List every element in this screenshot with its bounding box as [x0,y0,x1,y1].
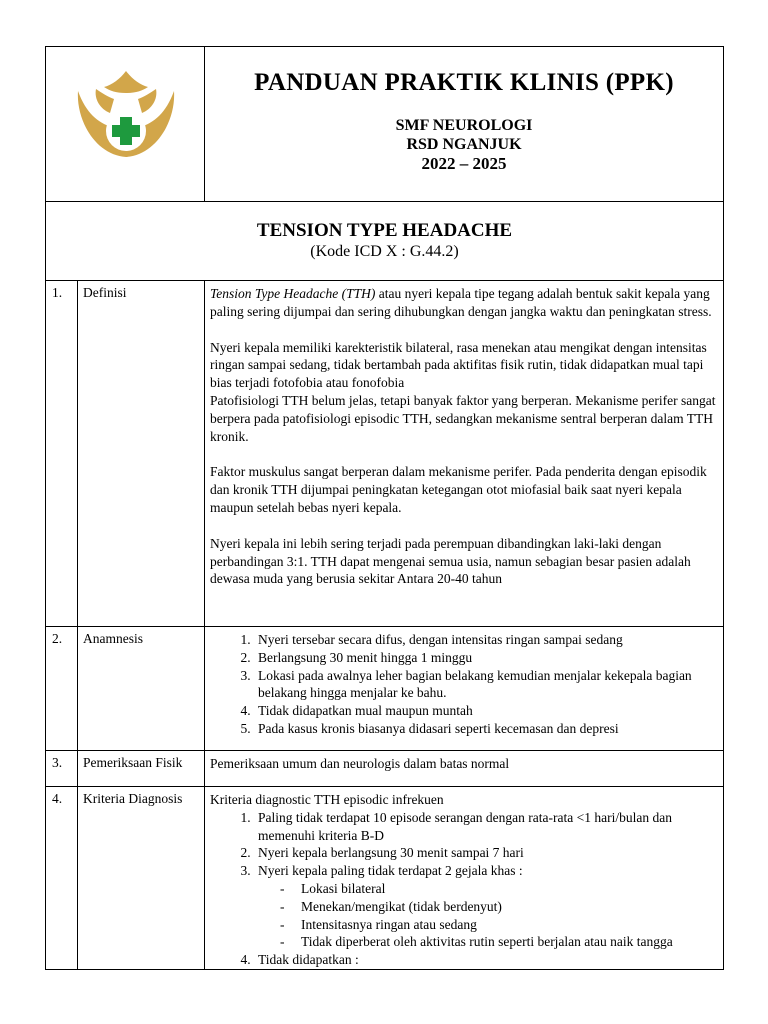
department-name: SMF NEUROLOGI [395,117,533,134]
muscle-factor-paragraph: Faktor muskulus sangat berperan dalam mekanisme perifer. Pada penderita dengan episodik dan kronik TTH dijumpai peningkatan ketegangan otot miofasial baik saat nyeri kepala maupun setelah bebas nyeri kepala. [210,464,707,515]
hospital-logo-icon [74,69,178,161]
section-content [205,627,724,751]
epidemiology-paragraph: Nyeri kepala ini lebih sering terjadi pada perempuan dibandingkan laki-laki dengan perbandingan 3:1. TTH dapat mengenai semua usia, namun sebagian besar pasien adalah dewasa muda yang berusia sekitar Antara 20-40 tahun [210,535,691,587]
section-content [205,787,724,970]
anamnesis-list [210,631,719,738]
section-content [205,281,724,627]
section-row-definisi [46,281,724,627]
characteristics-paragraph: Nyeri kepala memiliki karekteristik bilateral, rasa menekan atau mengikat dengan intensitas ringan sampai sedang, tidak bertambah pada aktifitas fisik rutin, tidak didapatkan mual tapi bias terjadi fotofobia atau fonofobia [210,339,707,391]
validity-years: 2022 – 2025 [421,154,507,173]
sublist-item: - Lokasi bilateral [280,880,719,898]
topic-row [46,202,724,281]
list-item: 4. Tidak didapatkan mual maupun muntah [254,702,719,720]
sublist-item: - Tidak diperberat oleh aktivitas rutin seperti berjalan atau naik tangga [280,933,719,951]
pathophysiology-paragraph: Patofisiologi TTH belum jelas, tetapi banyak faktor yang berperan. Mekanisme perifer sangat berpera pada patofisiologi episodic TTH, sedangkan mekanisme sentral berperan dalam TTH kronik. [210,392,716,444]
section-row-pemeriksaan-fisik [46,751,724,787]
section-number: 1. [46,281,78,627]
logo-cell [46,47,205,202]
list-item: 3. Lokasi pada awalnya leher bagian belakang kemudian menjalar kekepala bagian belakang hingga menjalar ke bahu. [254,667,719,703]
criteria-intro: Kriteria diagnostic TTH episodic infrekuen [210,792,444,807]
section-row-kriteria-diagnosis [46,787,724,970]
ppk-document [45,46,723,970]
list-item [254,862,719,951]
section-label: Pemeriksaan Fisik [78,751,205,787]
section-label: Definisi [78,281,205,627]
section-label: Anamnesis [78,627,205,751]
icd-code: (Kode ICD X : G.44.2) [310,243,459,260]
ppk-table [45,46,724,970]
topic-cell [46,202,724,281]
list-item: 4. Tidak didapatkan : [254,951,719,969]
section-label: Kriteria Diagnosis [78,787,205,970]
list-item: 5. Pada kasus kronis biasanya didasari seperti kecemasan dan depresi [254,720,719,738]
list-item: 2. Berlangsung 30 menit hingga 1 minggu [254,649,719,667]
section-row-anamnesis [46,627,724,751]
definition-text: atau nyeri kepala tipe tegang adalah bentuk sakit kepala yang paling sering dijumpai dan sering dihubungkan dengan jangka waktu dan peningkatan stress. [210,286,712,319]
tth-term: Tension Type Headache (TTH) [210,286,376,301]
section-number: 3. [46,751,78,787]
section-number: 2. [46,627,78,751]
sublist-item: - Intensitasnya ringan atau sedang [280,916,719,934]
definition-paragraph [210,285,719,321]
list-item: 2. Nyeri kepala berlangsung 30 menit sampai 7 hari [254,844,719,862]
section-content: Pemeriksaan umum dan neurologis dalam batas normal [205,751,724,787]
list-item: 1. Paling tidak terdapat 10 episode serangan dengan rata-rata <1 hari/bulan dan memenuhi kriteria B-D [254,809,719,845]
criteria-list [210,809,719,969]
topic-title: TENSION TYPE HEADACHE [256,220,513,241]
header-row [46,47,724,202]
document-title: PANDUAN PRAKTIK KLINIS (PPK) [254,69,674,96]
sublist-item: - Menekan/mengikat (tidak berdenyut) [280,898,719,916]
hospital-name: RSD NGANJUK [406,136,522,153]
list-item-text: Nyeri kepala paling tidak terdapat 2 gejala khas : [258,863,523,879]
symptom-sublist [258,880,719,951]
header-text-cell [205,47,724,202]
section-number: 4. [46,787,78,970]
list-item: 1. Nyeri tersebar secara difus, dengan intensitas ringan sampai sedang [254,631,719,649]
